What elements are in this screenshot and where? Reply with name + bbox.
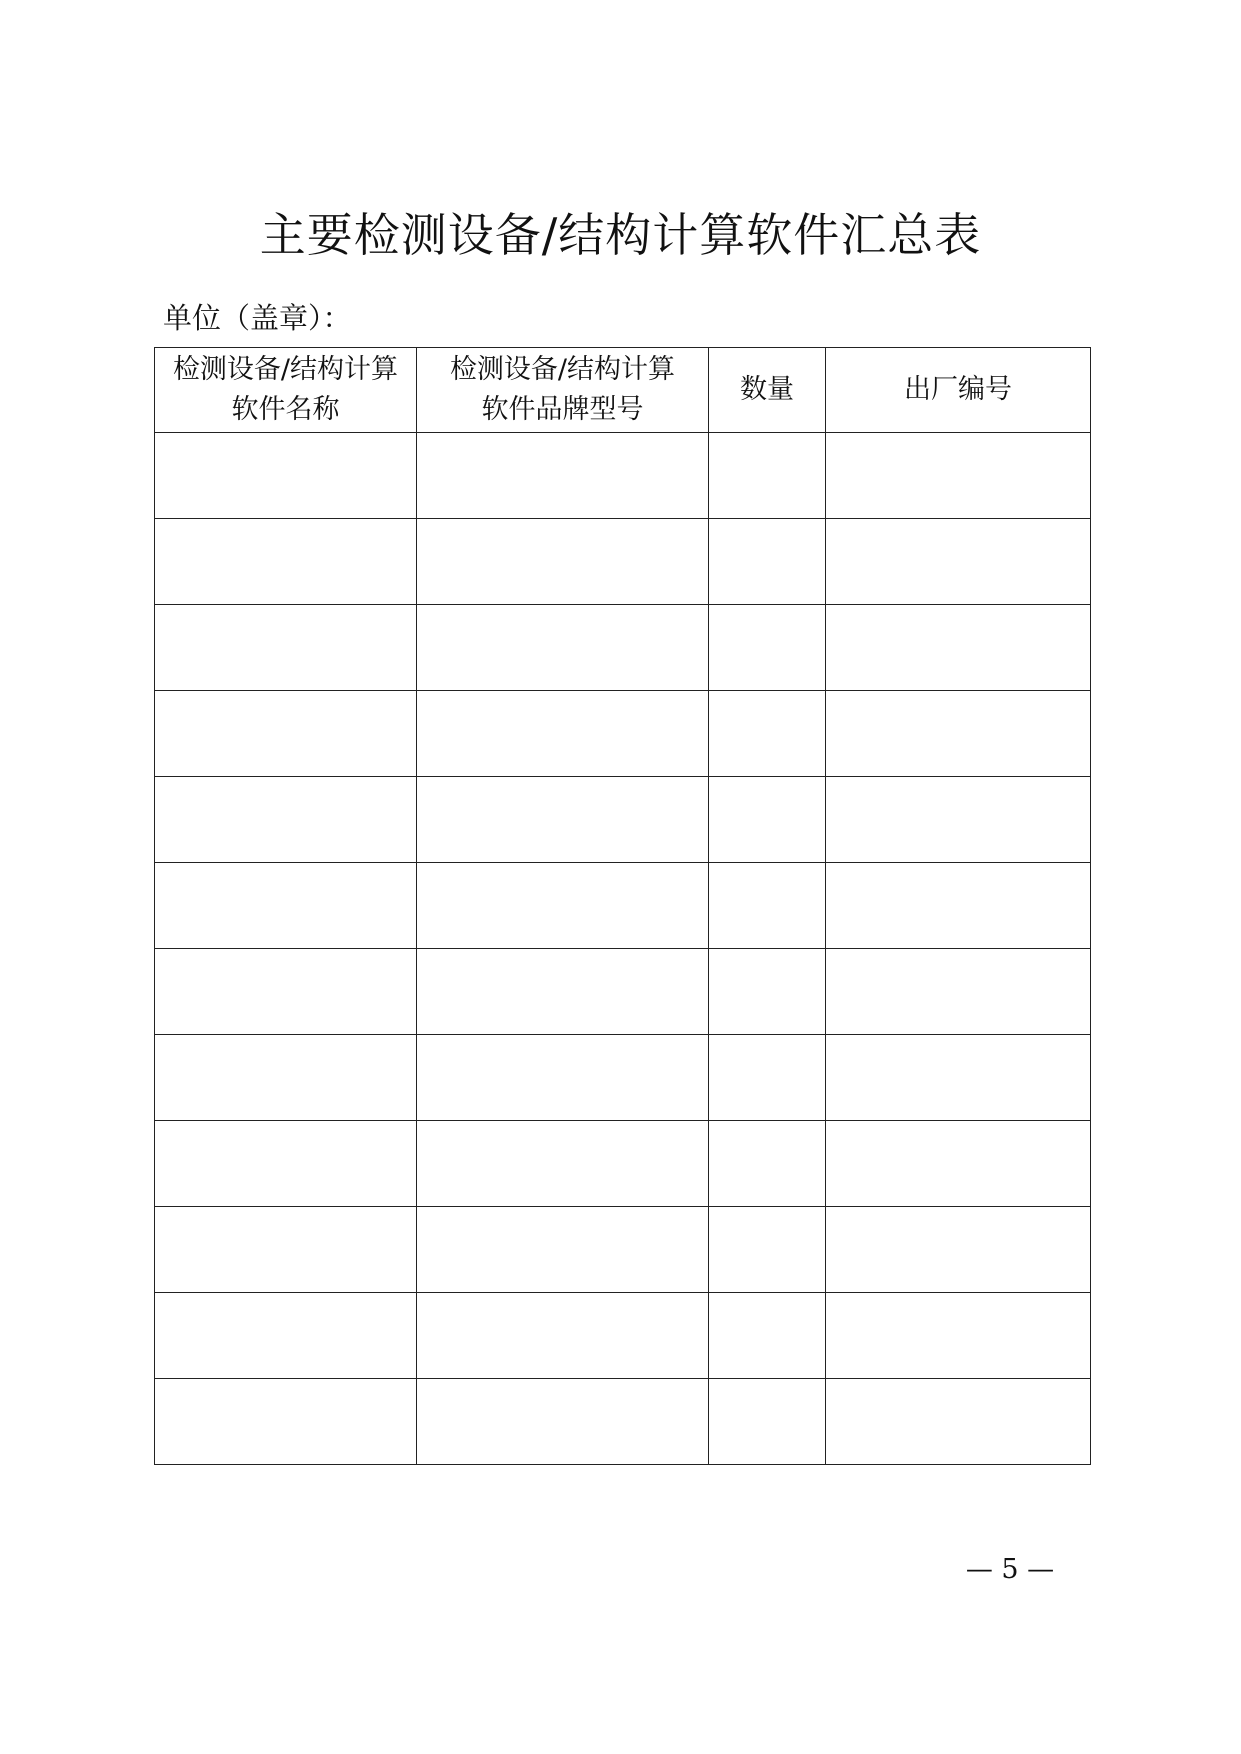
table-cell[interactable] <box>155 433 417 519</box>
table-cell[interactable] <box>826 1207 1091 1293</box>
table-cell[interactable] <box>826 433 1091 519</box>
table-cell[interactable] <box>155 1379 417 1465</box>
table-cell[interactable] <box>709 1035 826 1121</box>
table-cell[interactable] <box>709 433 826 519</box>
table-row <box>155 433 1091 519</box>
header-serial-number-label: 出厂编号 <box>904 374 1012 405</box>
table-row <box>155 949 1091 1035</box>
table-cell[interactable] <box>826 1293 1091 1379</box>
table-row <box>155 1379 1091 1465</box>
table-cell[interactable] <box>826 1121 1091 1207</box>
table-row <box>155 691 1091 777</box>
table-body <box>155 433 1091 1465</box>
table-cell[interactable] <box>417 1379 709 1465</box>
table-cell[interactable] <box>155 863 417 949</box>
table-cell[interactable] <box>155 605 417 691</box>
header-equipment-name-line1: 检测设备/结构计算 <box>172 354 399 385</box>
unit-seal-label: 单位（盖章）： <box>163 301 352 335</box>
table-cell[interactable] <box>826 863 1091 949</box>
table-cell[interactable] <box>709 949 826 1035</box>
table-cell[interactable] <box>155 1121 417 1207</box>
header-quantity <box>709 348 826 433</box>
table-cell[interactable] <box>155 949 417 1035</box>
table-cell[interactable] <box>155 777 417 863</box>
header-brand-model-line2: 软件品牌型号 <box>481 394 644 425</box>
table-cell[interactable] <box>826 605 1091 691</box>
table-cell[interactable] <box>709 863 826 949</box>
table-cell[interactable] <box>417 605 709 691</box>
table-header-row <box>155 348 1091 433</box>
table-cell[interactable] <box>155 1207 417 1293</box>
table-cell[interactable] <box>709 1121 826 1207</box>
table-cell[interactable] <box>155 1293 417 1379</box>
table-cell[interactable] <box>826 519 1091 605</box>
table-cell[interactable] <box>709 691 826 777</box>
table-cell[interactable] <box>826 777 1091 863</box>
table-cell[interactable] <box>709 605 826 691</box>
header-equipment-name <box>155 348 417 433</box>
table-cell[interactable] <box>417 519 709 605</box>
header-brand-model <box>417 348 709 433</box>
table-cell[interactable] <box>709 777 826 863</box>
equipment-summary-table <box>154 347 1091 1465</box>
table-cell[interactable] <box>709 519 826 605</box>
table-cell[interactable] <box>417 777 709 863</box>
table-cell[interactable] <box>155 691 417 777</box>
table-row <box>155 1293 1091 1379</box>
table-cell[interactable] <box>826 949 1091 1035</box>
table-cell[interactable] <box>709 1379 826 1465</box>
table-row <box>155 863 1091 949</box>
header-serial-number <box>826 348 1091 433</box>
table-cell[interactable] <box>417 949 709 1035</box>
header-brand-model-line1: 检测设备/结构计算 <box>449 354 676 385</box>
table-cell[interactable] <box>155 1035 417 1121</box>
table-cell[interactable] <box>709 1293 826 1379</box>
table-cell[interactable] <box>826 1035 1091 1121</box>
page-title: 主要检测设备/结构计算软件汇总表 <box>259 208 982 262</box>
table-cell[interactable] <box>417 1293 709 1379</box>
table-row <box>155 1121 1091 1207</box>
table-cell[interactable] <box>417 1035 709 1121</box>
table-cell[interactable] <box>709 1207 826 1293</box>
table-cell[interactable] <box>417 1207 709 1293</box>
table-row <box>155 605 1091 691</box>
table-cell[interactable] <box>826 1379 1091 1465</box>
table-row <box>155 777 1091 863</box>
header-equipment-name-line2: 软件名称 <box>231 394 340 425</box>
page-number: — 5 — <box>965 1554 1055 1585</box>
table-cell[interactable] <box>417 1121 709 1207</box>
table-cell[interactable] <box>826 691 1091 777</box>
table-row <box>155 519 1091 605</box>
table-row <box>155 1035 1091 1121</box>
header-quantity-label: 数量 <box>740 374 794 405</box>
table-cell[interactable] <box>417 863 709 949</box>
table-cell[interactable] <box>417 433 709 519</box>
table-cell[interactable] <box>155 519 417 605</box>
table-row <box>155 1207 1091 1293</box>
table-cell[interactable] <box>417 691 709 777</box>
